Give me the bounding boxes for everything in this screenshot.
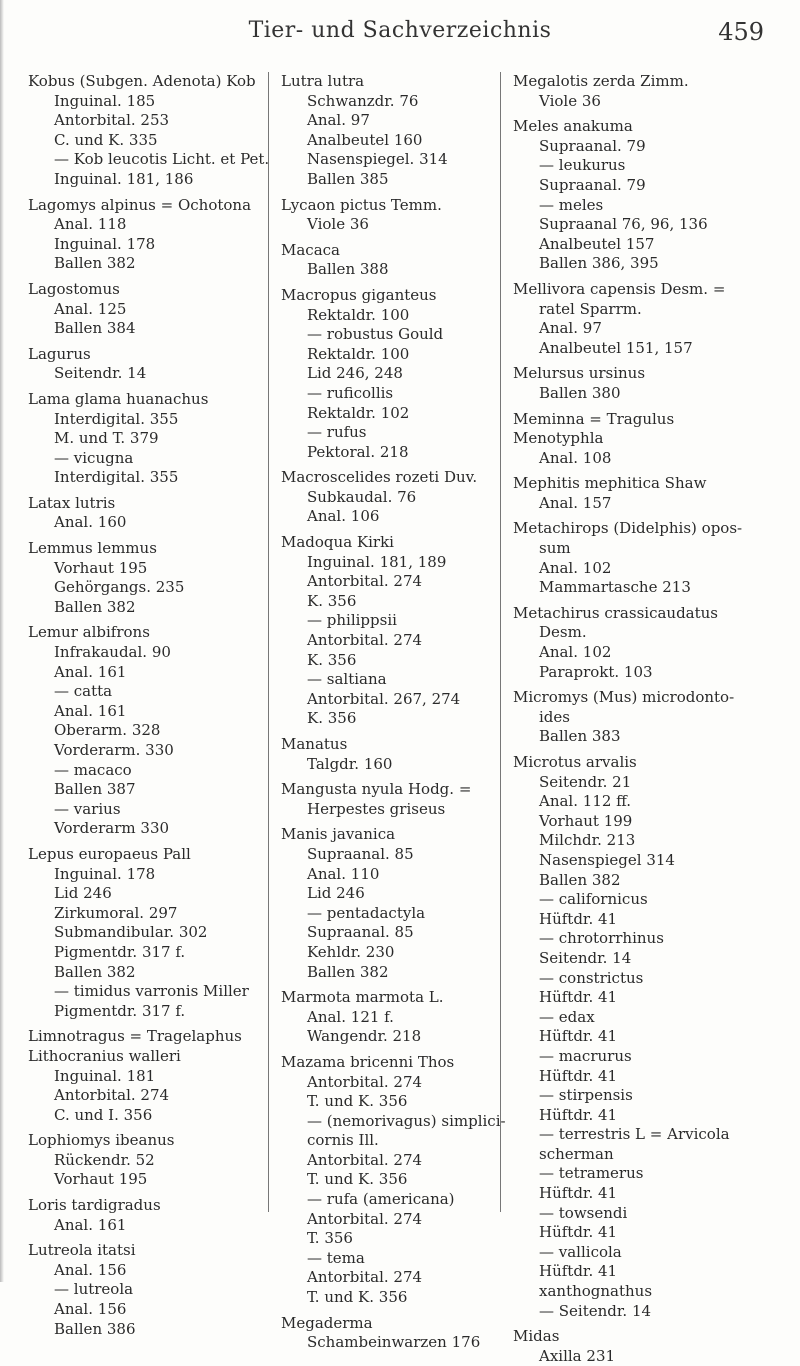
index-entry: Metachirops (Didelphis) opos- <box>513 519 743 538</box>
index-subentry: Anal. 156 <box>54 1260 127 1279</box>
index-subentry: ratel Sparrm. <box>539 299 642 318</box>
index-subentry: Paraprokt. 103 <box>539 662 653 681</box>
index-subentry: Ballen 387 <box>54 780 136 799</box>
index-entry: Menotyphla <box>513 429 604 448</box>
index-subentry: Vorderarm 330 <box>54 819 170 838</box>
index-subentry: Ballen 382 <box>54 254 136 273</box>
index-subentry: — meles <box>539 195 604 214</box>
index-subentry: Hüftdr. 41 <box>539 1223 618 1242</box>
index-subentry: Anal. 157 <box>539 493 612 512</box>
index-subentry: Supraanal. 85 <box>307 844 414 863</box>
index-subentry: Inguinal. 178 <box>54 234 156 253</box>
index-subentry: Anal. 112 ff. <box>539 792 632 811</box>
index-subentry: Lid 246 <box>307 884 365 903</box>
index-subentry: Hüftdr. 41 <box>539 1262 618 1281</box>
index-subentry: Hüftdr. 41 <box>539 1184 618 1203</box>
index-subentry: Pigmentdr. 317 f. <box>54 1001 186 1020</box>
index-entry: Lutra lutra <box>281 72 365 90</box>
index-subentry: Schwanzdr. 76 <box>307 91 419 110</box>
index-subentry: Subkaudal. 76 <box>307 487 417 506</box>
index-subentry: — varius <box>54 799 121 818</box>
index-subentry: Vorhaut 199 <box>539 811 633 830</box>
index-subentry: ides <box>539 707 570 726</box>
index-subentry: Ballen 382 <box>539 870 621 889</box>
index-entry: Midas <box>513 1327 560 1346</box>
index-subentry: — edax <box>539 1007 595 1026</box>
index-subentry: Antorbital. 253 <box>54 111 170 130</box>
page-edge-shadow <box>0 0 4 1282</box>
index-entry: Limnotragus = Tragelaphus <box>28 1027 242 1046</box>
index-subentry: — constrictus <box>539 968 644 987</box>
index-subentry: Anal. 97 <box>307 111 370 130</box>
index-subentry: Infrakaudal. 90 <box>54 643 171 662</box>
index-subentry: Anal. 161 <box>54 701 127 720</box>
index-subentry: Seitendr. 21 <box>539 772 632 791</box>
index-subentry: — vallicola <box>539 1242 622 1261</box>
index-subentry: — macaco <box>54 760 132 779</box>
index-subentry: — chrotorrhinus <box>539 929 664 948</box>
index-subentry: Rückendr. 52 <box>54 1150 155 1169</box>
index-subentry: Anal. 102 <box>539 643 612 662</box>
page-header <box>0 18 800 58</box>
index-subentry: Antorbital. 274 <box>307 1268 423 1287</box>
index-subentry: Wangendr. 218 <box>307 1027 422 1046</box>
index-subentry: T. 356 <box>307 1229 353 1248</box>
index-subentry: Anal. 161 <box>54 1215 127 1234</box>
index-entry: Kobus (Subgen. Adenota) Kob <box>28 72 256 90</box>
index-subentry: Antorbital. 274 <box>307 572 423 591</box>
index-subentry: Anal. 121 f. <box>307 1007 394 1026</box>
index-subentry: Vorhaut 195 <box>54 1170 148 1189</box>
index-subentry: Hüftdr. 41 <box>539 1105 618 1124</box>
index-column-3 <box>500 72 800 1365</box>
index-subentry: Oberarm. 328 <box>54 721 161 740</box>
index-subentry: Lid 246, 248 <box>307 364 403 383</box>
page-number: 459 <box>718 18 764 46</box>
index-entry: Latax lutris <box>28 493 116 512</box>
index-subentry: Vorhaut 195 <box>54 558 148 577</box>
index-column-2 <box>268 72 506 1352</box>
index-subentry: Ballen 382 <box>54 962 136 981</box>
index-subentry: Anal. 125 <box>54 299 127 318</box>
index-entry: Mangusta nyula Hodg. = <box>281 780 472 799</box>
index-subentry: — leukurus <box>539 156 626 175</box>
index-subentry: Inguinal. 178 <box>54 864 156 883</box>
index-subentry: — Kob leucotis Licht. et Pet. <box>54 150 270 169</box>
index-subentry: Herpestes griseus <box>307 799 446 818</box>
index-subentry: Interdigital. 355 <box>54 468 179 487</box>
index-subentry: Desm. <box>539 623 587 642</box>
index-subentry: Antorbital. 274 <box>307 1209 423 1228</box>
index-subentry: Nasenspiegel. 314 <box>307 150 448 169</box>
index-subentry: K. 356 <box>307 709 357 728</box>
index-subentry: Antorbital. 274 <box>307 1072 423 1091</box>
index-entry: Macroscelides rozeti Duv. <box>281 468 478 487</box>
index-entry: Macaca <box>281 240 340 259</box>
running-title: Tier- und Sachverzeichnis <box>248 18 552 43</box>
index-subentry: Pektoral. 218 <box>307 442 409 461</box>
index-subentry: Inguinal. 181 <box>54 1066 156 1085</box>
index-subentry: Supraanal. 85 <box>307 923 414 942</box>
index-subentry: Interdigital. 355 <box>54 409 179 428</box>
index-entry: Lithocranius walleri <box>28 1046 181 1065</box>
index-subentry: K. 356 <box>307 591 357 610</box>
index-subentry: Hüftdr. 41 <box>539 1027 618 1046</box>
index-entry: Megaderma <box>281 1313 373 1332</box>
index-subentry: T. und K. 356 <box>307 1170 408 1189</box>
index-subentry: Milchdr. 213 <box>539 831 636 850</box>
index-subentry: — pentadactyla <box>307 903 426 922</box>
index-subentry: Seitendr. 14 <box>54 364 147 383</box>
index-subentry: Nasenspiegel 314 <box>539 850 675 869</box>
index-subentry: Anal. 156 <box>54 1300 127 1319</box>
index-subentry: — towsendi <box>539 1203 628 1222</box>
index-subentry: T. und K. 356 <box>307 1092 408 1111</box>
index-subentry: Supraanal. 79 <box>539 175 646 194</box>
index-subentry: Seitendr. 14 <box>539 948 632 967</box>
index-subentry: — catta <box>54 682 113 701</box>
index-entry: Macropus giganteus <box>281 285 437 304</box>
index-subentry: C. und I. 356 <box>54 1105 153 1124</box>
index-subentry: — philippsii <box>307 611 397 630</box>
index-entry: Lophiomys ibeanus <box>28 1131 175 1150</box>
index-subentry: Rektaldr. 100 <box>307 344 410 363</box>
index-subentry: Kehldr. 230 <box>307 942 395 961</box>
index-subentry: Lid 246 <box>54 884 112 903</box>
index-entry: Manis javanica <box>281 825 396 844</box>
index-subentry: Inguinal. 181, 189 <box>307 552 447 571</box>
index-subentry: Anal. 160 <box>54 513 127 532</box>
index-entry: Lycaon pictus Temm. <box>281 195 442 214</box>
index-subentry: Submandibular. 302 <box>54 923 208 942</box>
index-subentry: — terrestris L = Arvicola <box>539 1125 730 1144</box>
index-subentry: xanthognathus <box>539 1282 653 1301</box>
index-entry: Lagomys alpinus = Ochotona <box>28 195 252 214</box>
index-entry: Manatus <box>281 735 348 753</box>
index-subentry: — ruficollis <box>307 383 394 402</box>
index-subentry: Viole 36 <box>539 91 601 110</box>
index-subentry: Inguinal. 185 <box>54 91 156 110</box>
index-subentry: Hüftdr. 41 <box>539 909 618 928</box>
index-subentry: Anal. 118 <box>54 215 127 234</box>
index-subentry: T. und K. 356 <box>307 1288 408 1307</box>
index-subentry: Analbeutel 160 <box>307 130 423 149</box>
index-subentry: Ballen 382 <box>307 962 389 981</box>
index-subentry: Talgdr. 160 <box>307 754 393 773</box>
index-subentry: Analbeutel 151, 157 <box>539 338 693 357</box>
index-subentry: Ballen 384 <box>54 319 136 338</box>
index-entry: Micromys (Mus) microdonto- <box>513 688 735 707</box>
index-subentry: — vicugna <box>54 448 134 467</box>
index-entry: Lagurus <box>28 344 91 363</box>
index-subentry: Inguinal. 181, 186 <box>54 169 194 188</box>
index-subentry: Rektaldr. 100 <box>307 305 410 324</box>
index-subentry: — lutreola <box>54 1280 134 1299</box>
index-entry: Lemmus lemmus <box>28 539 157 558</box>
index-subentry: Supraanal 76, 96, 136 <box>539 215 708 234</box>
index-subentry: — Seitendr. 14 <box>539 1301 652 1320</box>
index-entry: Lama glama huanachus <box>28 389 209 408</box>
index-subentry: sum <box>539 539 571 558</box>
index-subentry: Antorbital. 267, 274 <box>307 689 461 708</box>
index-subentry: — robustus Gould <box>307 325 444 344</box>
index-entry: Melursus ursinus <box>513 364 646 383</box>
index-entry: Mazama bricenni Thos <box>281 1052 455 1071</box>
index-entry: Marmota marmota L. <box>281 988 444 1007</box>
index-entry: Mephitis mephitica Shaw <box>513 474 707 493</box>
index-subentry: — californicus <box>539 890 648 909</box>
index-subentry: Zirkumoral. 297 <box>54 903 178 922</box>
index-entry: Metachirus crassicaudatus <box>513 603 719 622</box>
index-entry: Meles anakuma <box>513 117 633 136</box>
index-subentry: — macrurus <box>539 1046 632 1065</box>
index-entry: Lutreola itatsi <box>28 1241 136 1260</box>
index-subentry: Ballen 385 <box>307 169 389 188</box>
index-subentry: — (nemorivagus) simplici- <box>307 1111 506 1130</box>
index-entry: Lagostomus <box>28 279 120 298</box>
index-subentry: Antorbital. 274 <box>307 631 423 650</box>
index-entry: Madoqua Kirki <box>281 533 394 552</box>
index-entry: Lepus europaeus Pall <box>28 844 191 863</box>
index-subentry: — tema <box>307 1248 365 1267</box>
index-entry: Mellivora capensis Desm. = <box>513 279 726 298</box>
index-entry: Lemur albifrons <box>28 623 150 642</box>
index-subentry: Anal. 161 <box>54 662 127 681</box>
index-subentry: — rufa (americana) <box>307 1190 455 1209</box>
index-subentry: Supraanal. 79 <box>539 136 646 155</box>
index-subentry: cornis Ill. <box>307 1131 379 1150</box>
index-subentry: Hüftdr. 41 <box>539 988 618 1007</box>
index-subentry: Anal. 106 <box>307 507 380 526</box>
index-subentry: Mammartasche 213 <box>539 578 691 597</box>
index-subentry: Ballen 388 <box>307 260 389 279</box>
index-entry: Microtus arvalis <box>513 753 637 771</box>
index-subentry: Antorbital. 274 <box>307 1150 423 1169</box>
index-subentry: Schambeinwarzen 176 <box>307 1333 481 1352</box>
index-subentry: — stirpensis <box>539 1086 633 1105</box>
index-subentry: Viole 36 <box>307 215 369 234</box>
index-subentry: Ballen 383 <box>539 727 621 746</box>
index-subentry: Gehörgangs. 235 <box>54 578 185 597</box>
index-subentry: Ballen 386, 395 <box>539 254 659 273</box>
index-entry: Loris tardigradus <box>28 1196 161 1215</box>
index-entry: Megalotis zerda Zimm. <box>513 72 689 90</box>
index-subentry: Hüftdr. 41 <box>539 1066 618 1085</box>
index-subentry: Analbeutel 157 <box>539 234 655 253</box>
index-subentry: Ballen 386 <box>54 1319 136 1338</box>
index-subentry: Rektaldr. 102 <box>307 403 410 422</box>
index-entry: Meminna = Tragulus <box>513 409 675 428</box>
index-subentry: Anal. 102 <box>539 558 612 577</box>
index-subentry: Pigmentdr. 317 f. <box>54 942 186 961</box>
index-subentry: Antorbital. 274 <box>54 1086 170 1105</box>
index-subentry: scherman <box>539 1144 614 1163</box>
index-subentry: Anal. 108 <box>539 448 612 467</box>
index-column-1 <box>28 72 270 1339</box>
index-subentry: M. und T. 379 <box>54 429 159 448</box>
index-subentry: — tetramerus <box>539 1164 644 1183</box>
index-subentry: Anal. 110 <box>307 864 380 883</box>
index-subentry: K. 356 <box>307 650 357 669</box>
index-subentry: — saltiana <box>307 670 387 689</box>
index-subentry: Ballen 382 <box>54 597 136 616</box>
index-subentry: Ballen 380 <box>539 383 621 402</box>
index-subentry: C. und K. 335 <box>54 130 158 149</box>
index-subentry: — timidus varronis Miller <box>54 982 249 1001</box>
index-subentry: Axilla 231 <box>539 1346 616 1365</box>
index-subentry: — rufus <box>307 423 367 442</box>
index-subentry: Anal. 97 <box>539 319 602 338</box>
index-subentry: Vorderarm. 330 <box>54 741 174 759</box>
